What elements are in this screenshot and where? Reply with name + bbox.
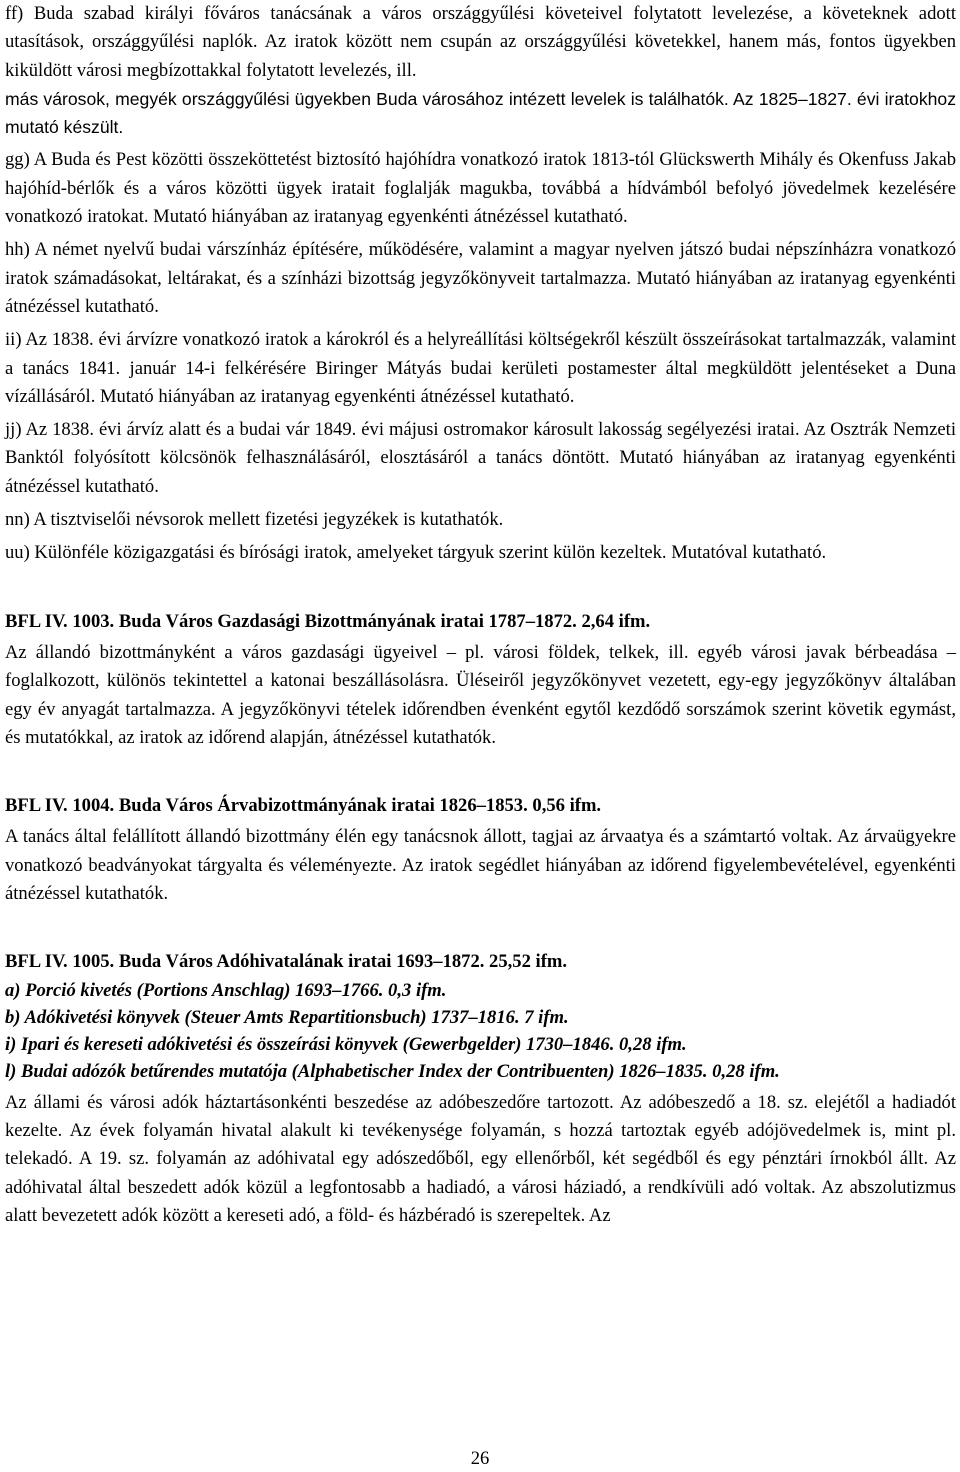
subseries-a: a) Porció kivetés (Portions Anschlag) 1693–1766. 0,3 ifm. (5, 979, 447, 1001)
section-bfl-1005 (5, 948, 956, 1230)
subseries-b: b) Adókivetési könyvek (Steuer Amts Repartitionsbuch) 1737–1816. 7 ifm. (5, 1006, 569, 1028)
paragraph-nn: nn) A tisztviselői névsorok mellett fizetési jegyzékek is kutathatók. (5, 509, 504, 531)
paragraph-uu: uu) Különféle közigazgatási és bírósági iratok, amelyeket tárgyuk szerint külön kezeltek. Mutatóval kutatható. (5, 542, 827, 564)
section-heading: BFL IV. 1004. Buda Város Árvabizottmányának iratai 1826–1853. 0,56 ifm. (5, 795, 602, 817)
paragraph-ff-part1: ff) Buda szabad királyi főváros tanácsának a város országgyűlési követeivel folytatott levelezése, a követeknek adott utasítások, országgyűlési naplók. Az iratok között nem csupán az országgyűlési követekkel, hanem más, fontos ügyekben kiküldött városi megbízottakkal folytatott levelezés, ill. (5, 3, 956, 81)
paragraph-gg: gg) A Buda és Pest közötti összeköttetést biztosító hajóhídra vonatkozó iratok 1813-tól Glückswerth Mihály és Okenfuss Jakab hajóhíd-bérlők és a város közötti ügyek iratait foglalják magukba, továbbá a hídvámból befolyó jövedelmek kezelésére vonatkozó iratokat. Mutató hiányában az iratanyag egyenkénti átnézéssel kutatható. (5, 149, 956, 228)
paragraph-ff-part2: más városok, megyék országgyűlési ügyekben Buda városához intézett levelek is találhatók. Az 1825–1827. évi iratokhoz mutató készült. (5, 88, 956, 138)
section-spacer (5, 568, 956, 608)
section-body: Az állami és városi adók háztartásonkénti beszedése az adóbeszedőre tartozott. Az adóbeszedő a 18. sz. elejétől a hadiadót kezelte. Az évek folyamán hivatal alakult ki tevékenysége folyamán, s hozzá tartoztak egyéb adójövedelmek is, mint pl. telekadó. A 19. sz. folyamán az adóhivatal egy adószedőből, egy ellenőrből, két segédből és egy pénztári írnokból állt. Az adóhivatal által beszedett adók közül a legfontosabb a hadiadó, a városi háziadó, a rendkívüli adó voltak. Az abszolutizmus alatt bevezetett adók között a kereseti adó, a föld- és házbéradó is szerepeltek. Az (5, 1091, 956, 1226)
section-bfl-1003 (5, 608, 956, 752)
section-body: Az állandó bizottmányként a város gazdasági ügyeivel – pl. városi földek, telkek, ill. egyéb városi javak bérbeadása – foglalkozott, különös tekintettel a katonai beszállásolásra. Üléseiről jegyzőkönyvet vezetett, egy-egy jegyzőkönyv általában egy év anyagát tartalmazza. A jegyzőkönyvi tételek időrendben évenként egytől kezdődő sorszámok szerint követik egymást, és mutatókkal, az iratok az időrend alapján, átnézéssel kutathatók. (5, 641, 956, 748)
section-body: A tanács által felállított állandó bizottmány élén egy tanácsnok állott, tagjai az árvaatya és a számtartó voltak. Az árvaügyekre vonatkozó beadványokat tárgyalta és véleményezte. Az iratok segédlet hiányában az időrend figyelembevételével, egyenkénti átnézéssel kutathatók. (5, 826, 956, 905)
page-number: 26 (470, 1448, 490, 1469)
paragraph-hh: hh) A német nyelvű budai várszínház építésére, működésére, valamint a magyar nyelven játszó budai népszínházra vonatkozó iratok számadásokat, leltárakat, és a színházi bizottság jegyzőkönyveit tartalmazza. Mutató hiányában az iratanyag egyenkénti átnézéssel kutatható. (5, 239, 956, 317)
section-bfl-1004 (5, 792, 956, 908)
section-spacer (5, 752, 956, 792)
subseries-l: l) Budai adózók betűrendes mutatója (Alphabetischer Index der Contribuenten) 1826–1835. 0,28 ifm. (5, 1060, 780, 1082)
section-spacer (5, 908, 956, 948)
document-page (5, 0, 956, 1230)
paragraph-ii: ii) Az 1838. évi árvízre vonatkozó iratok a károkról és a helyreállítási költségekről készült összeírásokat tartalmazzák, valamint a tanács 1841. január 14-i felkérésére Biringer Mátyás budai kerületi postamester által megküldött jelentéseket a Duna vízállásáról. Mutató hiányában az iratanyag egyenkénti átnézéssel kutatható. (5, 329, 956, 407)
paragraph-jj: jj) Az 1838. évi árvíz alatt és a budai vár 1849. évi májusi ostromakor károsult lakosság segélyezési iratai. Az Osztrák Nemzeti Banktól folyósított kölcsönök felhasználásáról, elosztásáról a tanács döntött. Mutató hiányában az iratanyag egyenkénti átnézéssel kutatható. (5, 419, 956, 497)
section-heading: BFL IV. 1005. Buda Város Adóhivatalának iratai 1693–1872. 25,52 ifm. (5, 951, 568, 973)
section-heading: BFL IV. 1003. Buda Város Gazdasági Bizottmányának iratai 1787–1872. 2,64 ifm. (5, 610, 651, 632)
subseries-i: i) Ipari és kereseti adókivetési és összeírási könyvek (Gewerbgelder) 1730–1846. 0,28 ifm. (5, 1033, 687, 1055)
